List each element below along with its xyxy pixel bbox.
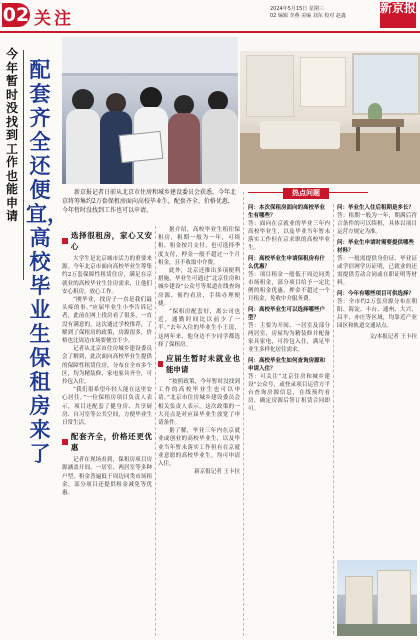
qa-item <box>248 255 330 303</box>
intro-paragraph: 新京报记者日前从北京市住房和城乡建设委员会获悉，今年北京将筹集约2万套保租房面向高校毕业生，配套齐全、价格优惠，今年暂时没找到工作也可以申请。 <box>62 189 237 214</box>
section-number: 02 <box>2 4 30 26</box>
qa-answer: 答：主要为开间、一居室及部分两居室，房屋均为精装修并配备家具家电，可拎包入住，满足毕业生多样化居住需求。 <box>248 323 330 353</box>
header-info <box>270 6 346 20</box>
qa-header <box>248 189 368 198</box>
qa-answer: 答：面向在京就业的毕业三年内高校毕业生，以及毕业当年暂未落实工作但在京求职的高校毕业生。 <box>248 221 330 251</box>
qa-item <box>248 306 330 354</box>
body-paragraph: 记者在现场看到，保租房项目房源涵盖开间、一居室、两居室等多种户型，租金普遍低于周边同类市场租金，部分项目还提供租金减免等优惠。 <box>62 457 152 497</box>
qa-question: 问：高校毕业生可以选择哪些户型？ <box>248 307 326 321</box>
qa-question: 问：今年有哪些项目可供选择？ <box>337 291 415 297</box>
body-paragraph: 大学生是北京城市活力的重要来源。今年北京市面向高校毕业生筹集约2万套保障性租赁住房，满足在京就业的高校毕业生住房需求，让他们安心租房，放心工作。 <box>62 256 152 295</box>
body-paragraph: 此外，北京还推出多项便利措施，毕业生可通过“北京住房和城乡建设”公众号等渠道在线查询房源、预约看房，手续办理便捷。 <box>158 268 240 307</box>
qa-item <box>337 290 417 330</box>
column-divider <box>243 192 244 636</box>
qa-header-label: 热点问题 <box>283 188 329 199</box>
headline-main: 配套齐全还便宜，高校毕业生保租房来了 <box>26 57 68 466</box>
qa-question: 问：毕业生申请时需要提供哪些材料？ <box>337 240 415 254</box>
qa-item <box>337 204 417 236</box>
qa-item <box>248 204 330 252</box>
body-paragraph: 据了解，毕业三年内在京就业或创业的高校毕业生，以及毕业当年暂未落实工作但有在京就业意愿的高校毕业生，均可申请入住。 <box>158 428 240 468</box>
body-paragraph: “我们很希望年轻人能在这里安心居住。”一位保租房项目负责人表示，项目还配套了健身房、共享厨房、自习室等公共空间，方便毕业生日常生活。 <box>62 387 152 427</box>
body-paragraph: “刚毕业，找房子一直是我们最头疼的事。”应届毕业生小李告诉记者，此前在网上找房看了很多，一直没有满意的，这次通过学校推荐，了解到了保租房的政策，房源很多，价格也比周边市场要便宜不少。 <box>62 297 152 345</box>
column-divider <box>155 226 156 636</box>
qa-question: 问：高校毕业生如何查询房源和申请入住？ <box>248 358 326 372</box>
date-line: 2024年5月15日 星期三 <box>270 6 324 12</box>
qa-question: 问：本次保租房面向的高校毕业生有哪些？ <box>248 205 326 219</box>
qa-byline: 文/本报记者 王卡拉 <box>369 334 417 340</box>
body-paragraph: 记者从北京市住房城乡建设委员会了解到，此次面向高校毕业生提供的保障性租赁住房，分布在全市多个区，均为精装修、家电家具齐全，可拎包入住。 <box>62 346 152 386</box>
body-paragraph: “按照政策，今年暂时没找到工作的高校毕业生也可以申请。”北京市住房城乡建设委员会相关负责人表示，这次政策的一大亮点是对应届毕业生放宽了申请条件。 <box>158 379 240 427</box>
header-rule <box>0 31 420 33</box>
newspaper-logo: 新京报 <box>380 2 416 28</box>
body-column-1 <box>62 226 152 497</box>
subhead-1 <box>62 230 152 252</box>
section-name: 关注 <box>34 9 74 29</box>
qa-question: 问：毕业生入住后租期是多长？ <box>337 205 415 211</box>
apartment-photo <box>240 37 420 184</box>
qa-answer: 答：项目租金一般低于周边同类市场租金，部分项目给予一定比例的租金优惠，押金不超过一个月租金，免收中介服务费。 <box>248 272 330 302</box>
edition-line: 02 编辑 李燕 美编 刘东 校对 赵鑫 <box>270 13 346 19</box>
subhead-1-text: 选择很租房，家心又安心 <box>70 231 152 251</box>
subhead-marker <box>62 238 68 244</box>
qa-item <box>248 357 330 413</box>
body-paragraph: 据介绍，高校毕业生租住保租房，租期一般为一年，可续租。租金按月支付，也可选择季度支付，押金一般不超过一个月租金，且不收取中介费。 <box>158 227 240 266</box>
qa-answer: 答：一般需提供身份证、毕业证或学信网学历证明，已就业的还需提供劳动合同或在职证明等材料。 <box>337 256 417 286</box>
subhead-3-text: 应届生暂时未就业也能申请 <box>165 354 240 375</box>
subhead-marker <box>62 439 68 445</box>
subhead-marker <box>158 361 163 367</box>
body-paragraph: “保租房配套好，离公司也近，通勤时间比以前少了一半。”去年入住的毕业生小王说，这两年来，他身边不少同学都选择了保租房。 <box>158 309 240 348</box>
subhead-2 <box>62 431 152 453</box>
qa-answer: 答：可关注“北京住房和城乡建设”公众号，或登录项目运营方平台查询房源信息，在线预约看房，确定房源后签订租赁合同即可。 <box>248 374 330 412</box>
body-column-2 <box>158 226 240 476</box>
qa-answer: 答：租期一般为一年，期满后符合条件的可以续租，具体以项目运营方规定为准。 <box>337 213 417 235</box>
reporter-byline: 新京报记者 王卡拉 <box>194 469 240 476</box>
qa-question: 问：高校毕业生申请保租房有什么优惠？ <box>248 256 326 270</box>
column-divider <box>333 204 334 634</box>
building-photo <box>337 560 417 636</box>
qa-column-2 <box>337 204 417 341</box>
subhead-2-text: 配套齐全，价格还更优惠 <box>70 432 152 453</box>
headline-kicker: 今年暂时没找到工作也能申请 <box>5 47 18 223</box>
qa-answer: 答：全市约2万套房源分布在朝阳、海淀、丰台、通州、大兴、昌平、亦庄等区域，均靠近产业园区和轨道交通站点。 <box>337 299 417 329</box>
qa-column-1 <box>248 204 330 416</box>
qa-item <box>337 239 417 287</box>
subhead-3 <box>158 353 240 375</box>
headline-divider <box>23 50 24 280</box>
job-fair-photo <box>62 37 238 184</box>
